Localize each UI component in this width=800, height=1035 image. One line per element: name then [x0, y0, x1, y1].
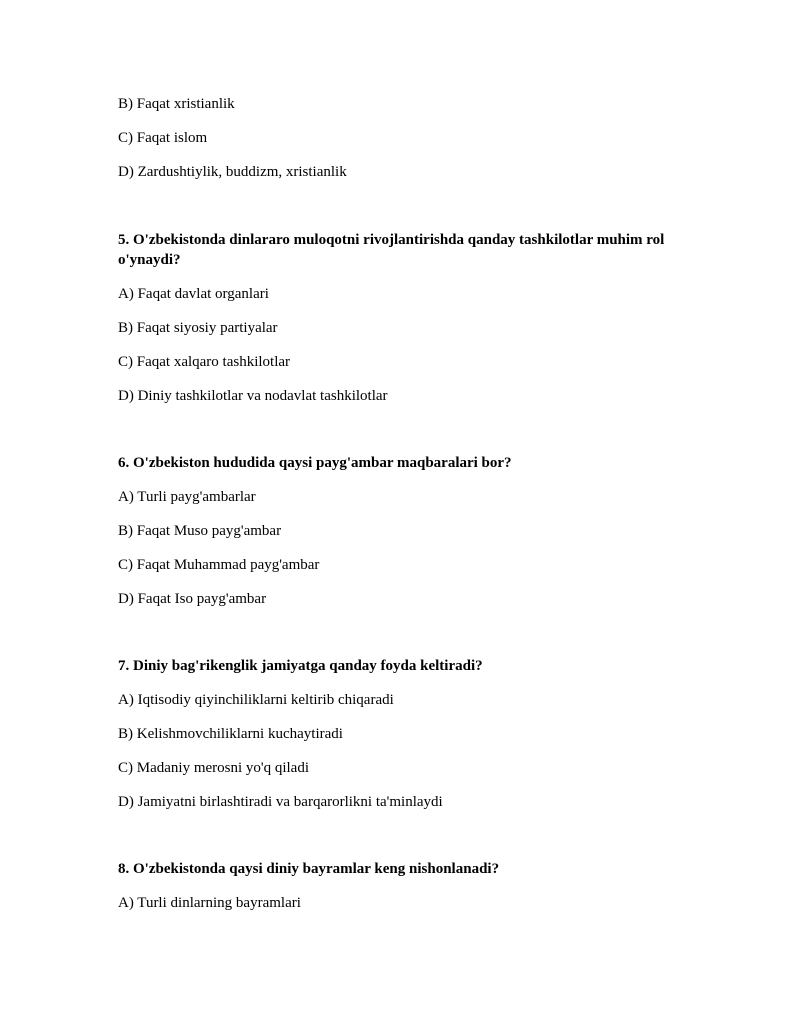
- q8-option-a: A) Turli dinlarning bayramlari: [118, 895, 301, 911]
- q7-option-a: A) Iqtisodiy qiyinchiliklarni keltirib chiqaradi: [118, 692, 394, 708]
- q6-option-a: A) Turli payg'ambarlar: [118, 489, 256, 505]
- q6-option-b: B) Faqat Muso payg'ambar: [118, 523, 282, 539]
- question-5: 5. O'zbekistonda dinlararo muloqotni rivojlantirishda qanday tashkilotlar muhim rol o'ynaydi?: [118, 232, 665, 268]
- q7-option-c: C) Madaniy merosni yo'q qiladi: [118, 760, 310, 776]
- q6-option-d: D) Faqat Iso payg'ambar: [118, 591, 267, 607]
- q7-option-b: B) Kelishmovchiliklarni kuchaytiradi: [118, 726, 343, 742]
- q7-option-d: D) Jamiyatni birlashtiradi va barqarorlikni ta'minlaydi: [118, 794, 443, 810]
- q5-option-c: C) Faqat xalqaro tashkilotlar: [118, 354, 291, 370]
- q6-option-c: C) Faqat Muhammad payg'ambar: [118, 557, 320, 573]
- question-7: 7. Diniy bag'rikenglik jamiyatga qanday foyda keltiradi?: [118, 658, 483, 674]
- option-b-prev: B) Faqat xristianlik: [118, 96, 235, 112]
- q5-option-b: B) Faqat siyosiy partiyalar: [118, 320, 278, 336]
- q5-option-d: D) Diniy tashkilotlar va nodavlat tashkilotlar: [118, 388, 388, 404]
- question-6: 6. O'zbekiston hududida qaysi payg'ambar maqbaralari bor?: [118, 455, 512, 471]
- question-8: 8. O'zbekistonda qaysi diniy bayramlar keng nishonlanadi?: [118, 861, 500, 877]
- option-d-prev: D) Zardushtiylik, buddizm, xristianlik: [118, 164, 347, 180]
- q5-option-a: A) Faqat davlat organlari: [118, 286, 269, 302]
- option-c-prev: C) Faqat islom: [118, 130, 208, 146]
